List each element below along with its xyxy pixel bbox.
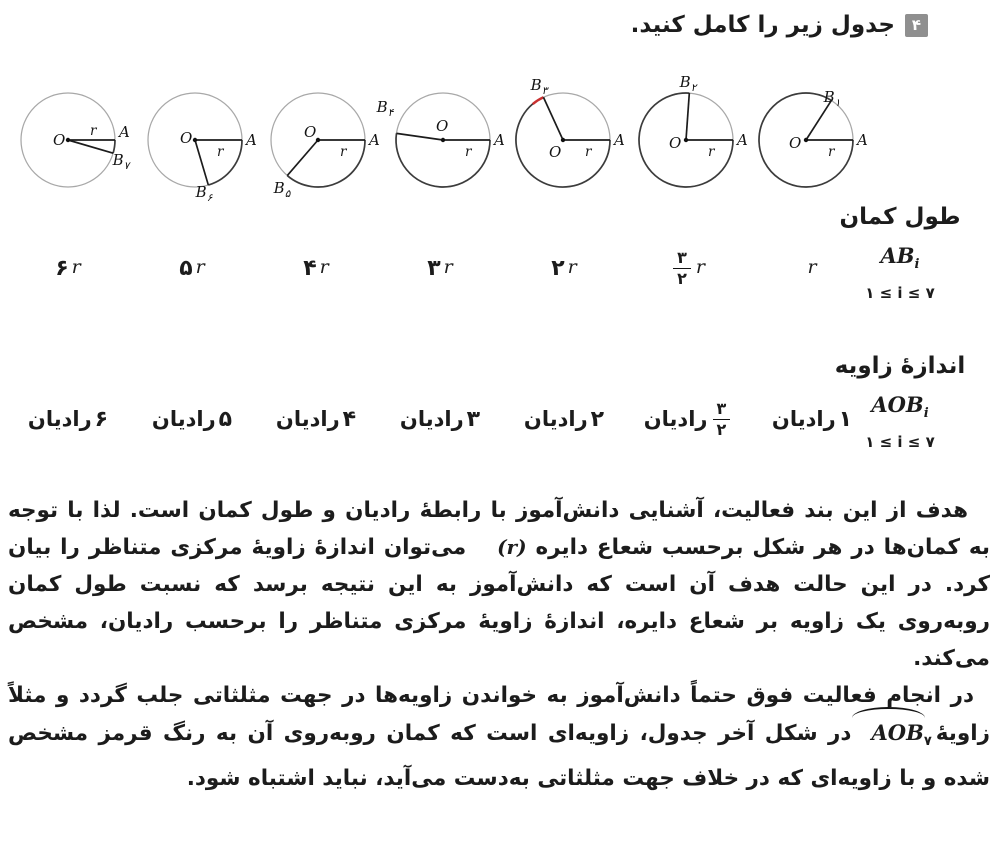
center-label: O: [669, 134, 682, 152]
circle-figure-B۷: [21, 93, 131, 187]
angle-value-cell: ۳ رادیان: [399, 406, 481, 432]
radius-label: r: [828, 144, 835, 160]
radius-label: r: [708, 144, 715, 160]
arc-length-value-cell: ۳ r: [427, 255, 453, 281]
angle-value-cell: ۱ رادیان: [771, 406, 853, 432]
angle-value-cell: ۵ رادیان: [151, 406, 233, 432]
point-b-label: $B_۳$: [530, 76, 548, 97]
page-title: جدول زیر را کامل کنید.: [630, 12, 895, 38]
point-b-label: $B_۴$: [376, 98, 394, 119]
arc-length-value-cell: ۲ r: [551, 255, 577, 281]
circle-figure-B۲: [639, 73, 748, 187]
point-b-label: $B_۷$: [112, 151, 130, 172]
arc-length-value-cell: r: [807, 256, 817, 278]
arc-length-values-row: [6, 243, 874, 293]
radius-label: r: [585, 144, 592, 160]
angle-value-cell: ۶ رادیان: [27, 406, 109, 432]
fraction: $\frac{۳}{۲}$: [713, 401, 731, 438]
radius-label: r: [465, 144, 472, 160]
center-label: O: [53, 131, 66, 149]
point-b-label: $B_۲$: [679, 73, 697, 94]
angle-value-cell: ۴ رادیان: [275, 406, 357, 432]
circle-figure-B۵: [271, 93, 380, 200]
center-label: O: [549, 143, 562, 161]
commentary-text: [8, 492, 990, 797]
point-b-label: $B_۵$: [273, 179, 291, 200]
activity-number-badge: ۴: [905, 14, 928, 37]
point-a-label: A: [119, 123, 130, 141]
arc-symbol: $AB_i$: [880, 243, 920, 273]
arc-index-range: ۱ ≤ i ≤ ۷: [865, 284, 935, 303]
arc-length-value-cell: ۴ r: [303, 255, 329, 281]
circle-figure-B۶: [148, 93, 257, 204]
radius-symbol: (r): [497, 535, 527, 559]
point-a-label: A: [246, 131, 257, 149]
center-label: O: [789, 134, 802, 152]
circle-figure-B۴: [376, 93, 505, 187]
paragraph-2: در انجام فعالیت فوق حتماً دانش‌آموز به خواندن زاویه‌ها در جهت مثلثاتی جلب گردد و مثلاً $زاویهٔAOB_۷در$ شکل آخر جدول، زاویه‌ای است که کمان روبه‌روی آن به رنگ قرمز مشخص شده و با زاویه‌ای که در خلاف جهت مثلثاتی به‌دست می‌آید، نباید اشتباه شود.: [8, 683, 990, 792]
center-label: O: [304, 123, 317, 141]
point-b-label: $B_۶$: [195, 183, 213, 204]
angle-value-cell: $\frac{۳}{۲}$ رادیان: [626, 394, 750, 444]
angle-values-row: [6, 394, 874, 444]
point-a-label: A: [494, 131, 505, 149]
red-arc-mark: [533, 97, 544, 104]
arc-length-value-cell: $\frac{۳}{۲}$ r: [626, 243, 750, 293]
activity-title-row: [631, 12, 928, 38]
point-b-label: $B_۱$: [823, 88, 841, 109]
fraction: $\frac{۳}{۲}$: [673, 250, 691, 287]
radius-label: r: [90, 123, 97, 139]
radius-label: r: [340, 144, 347, 160]
point-a-label: A: [737, 131, 748, 149]
center-label: O: [180, 129, 193, 147]
point-a-label: A: [369, 131, 380, 149]
angle-header: اندازهٔ زاویه: [834, 353, 966, 379]
arc-length-value-cell: ۵ r: [179, 255, 205, 281]
aob-arc-symbol: $AOB_۷$: [854, 714, 932, 760]
circle-figure-B۱: [759, 88, 868, 187]
point-a-label: A: [614, 131, 625, 149]
angle-symbol: $AOB_i$: [871, 392, 929, 422]
point-a-label: A: [857, 131, 868, 149]
arc-length-header: طول کمان: [839, 204, 961, 230]
arc-length-value-cell: ۶ r: [55, 255, 81, 281]
angle-value-cell: ۲ رادیان: [523, 406, 605, 432]
angle-index-range: ۱ ≤ i ≤ ۷: [865, 433, 935, 452]
circle-figure-B۳: [516, 76, 625, 187]
paragraph-1: هدف از این بند فعالیت، آشنایی دانش‌آموز با رابطهٔ رادیان و طول کمان است. لذا با توجه به کمان‌ها در هر شکل برحسب شعاع دایره (r) می‌توان اندازهٔ زاویهٔ مرکزی متناظر را بیان کرد. در این حالت هدف آن است که دانش‌آموز به این نتیجه برسد که نسبت طول کمان روبه‌روی یک زاویه بر شعاع دایره، اندازهٔ زاویهٔ مرکزی متناظر را برحسب رادیان، مشخص می‌کند.: [8, 498, 990, 671]
radius-label: r: [217, 144, 224, 160]
circle-figures-svg: [0, 70, 1000, 210]
center-label: O: [436, 117, 449, 135]
